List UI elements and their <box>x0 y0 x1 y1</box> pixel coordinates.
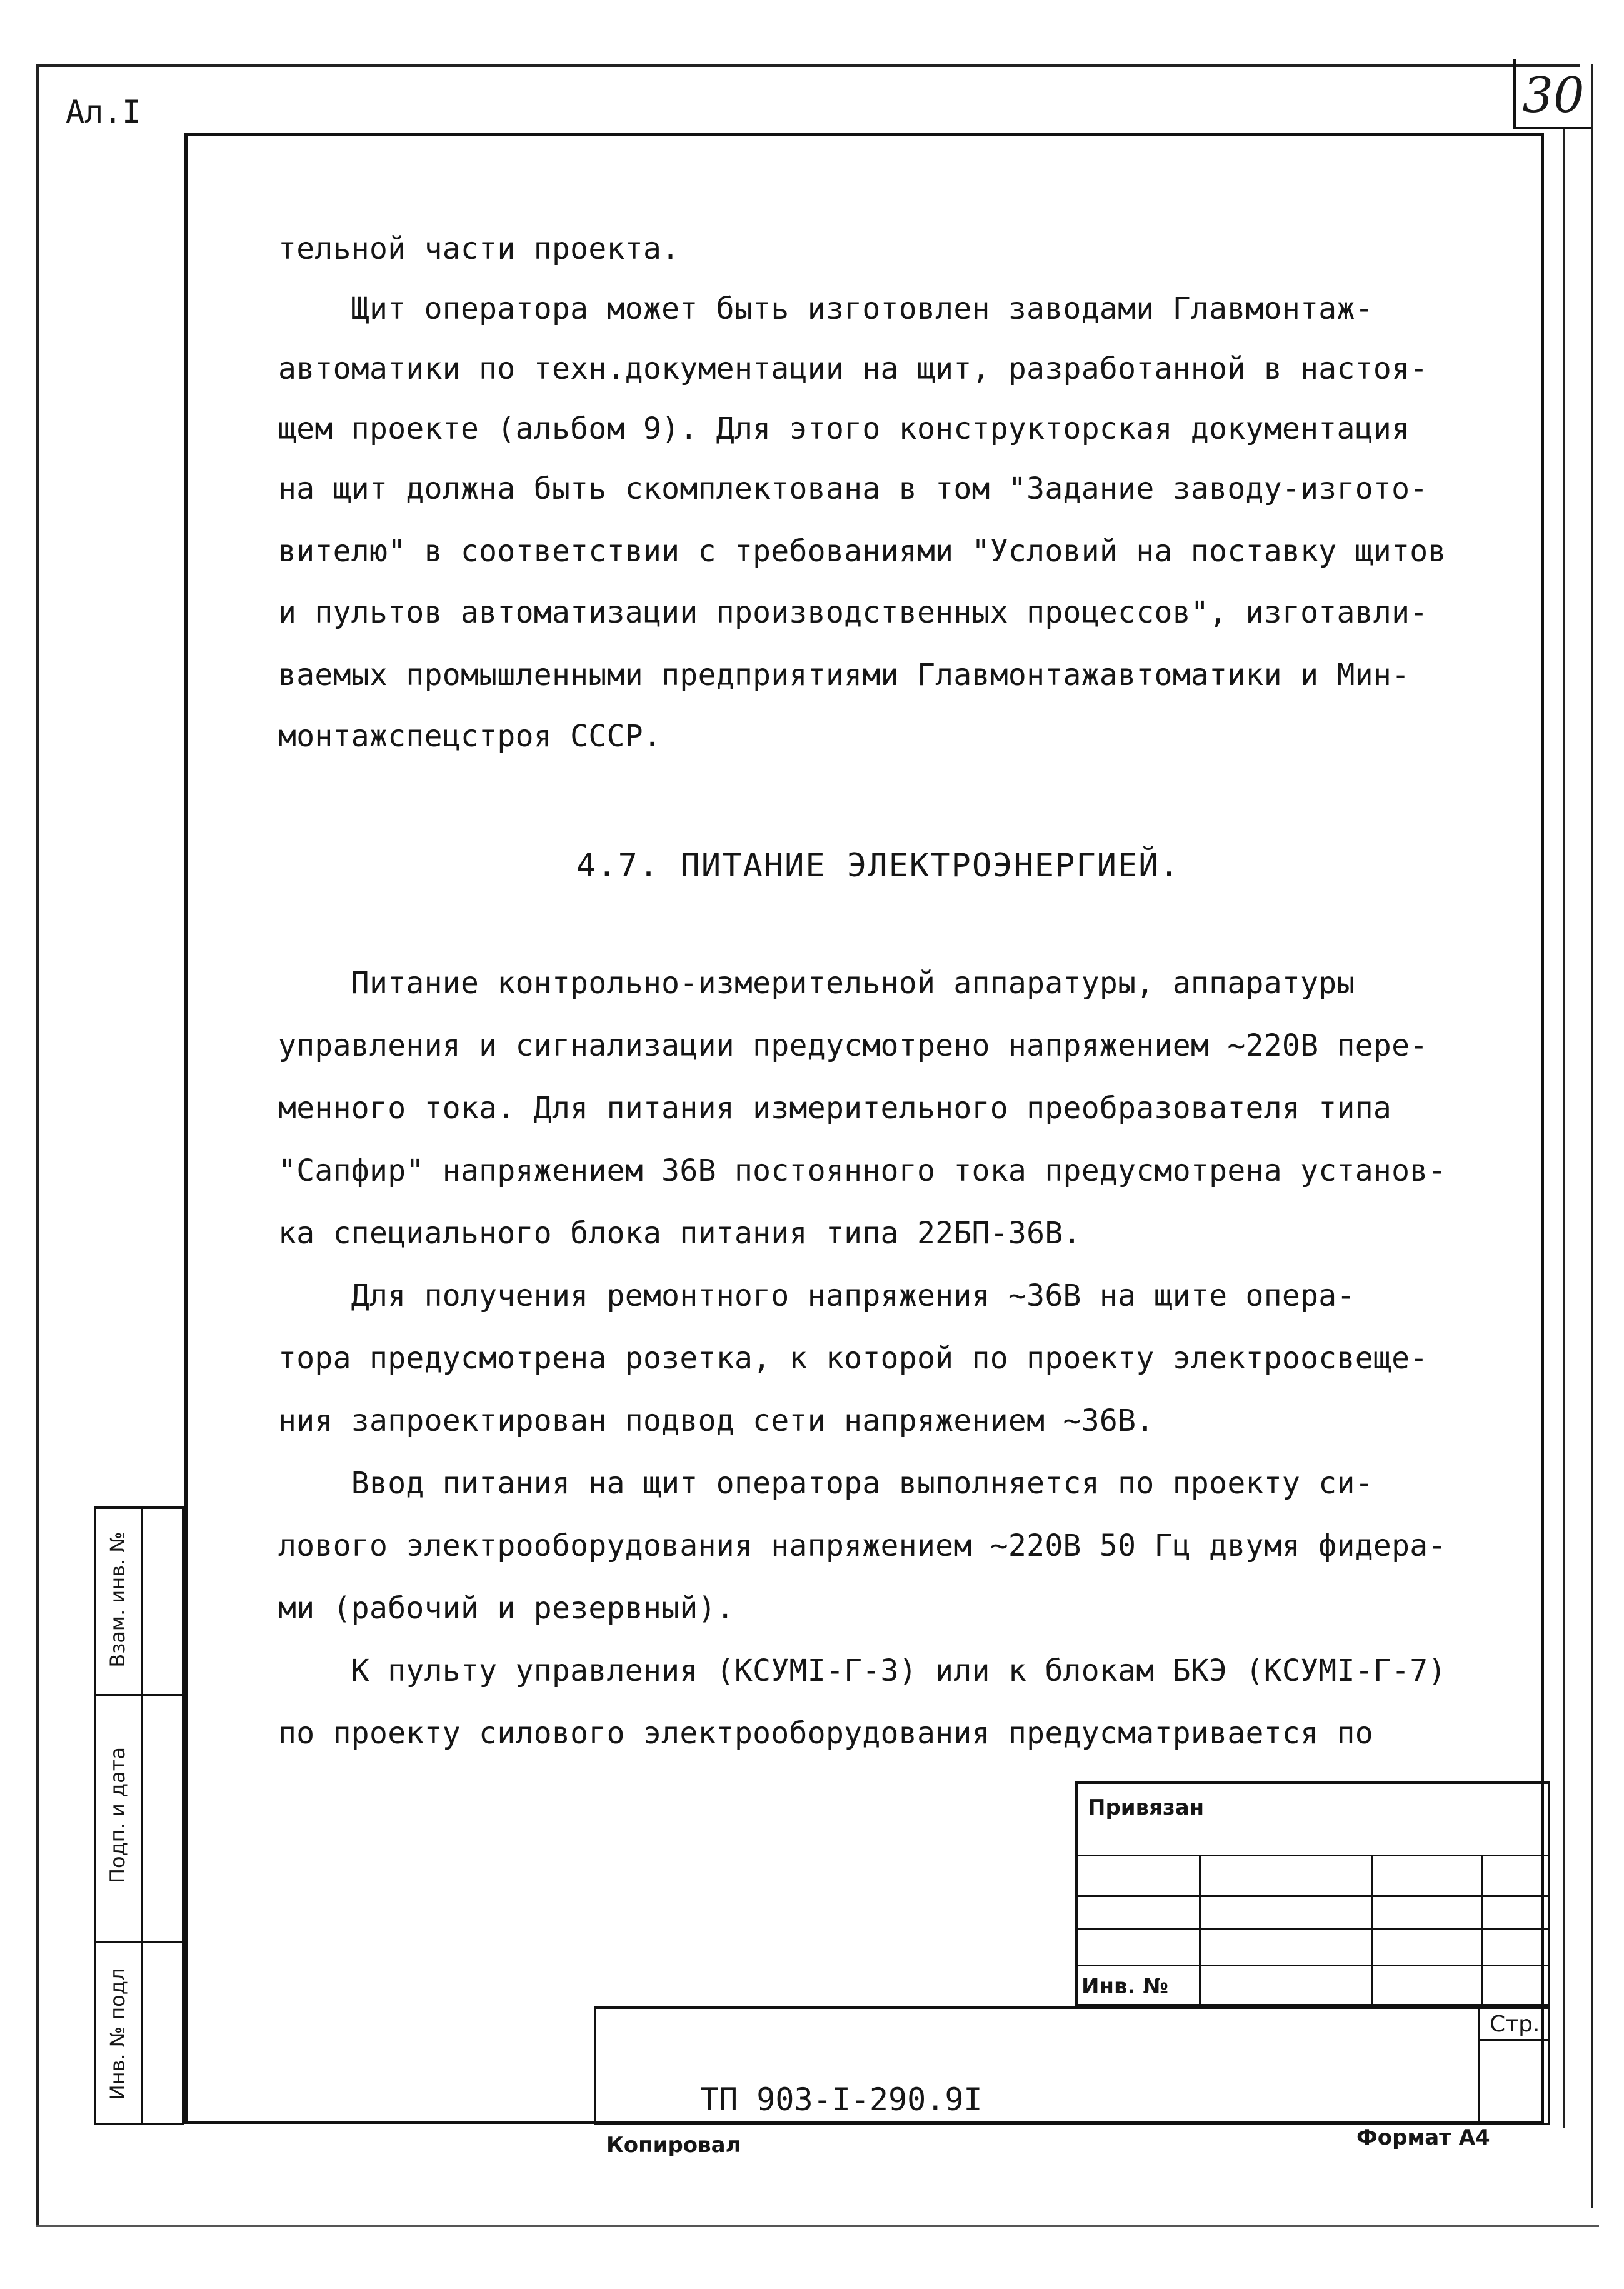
copied-by-label: Копировал <box>606 2133 741 2158</box>
outer-frame-top <box>36 64 1580 67</box>
body-line: К пульту управления (КСУМI-Г-3) или к блокам БКЭ (КСУМI-Г-7) <box>278 1653 1446 1688</box>
attached-table-row <box>1075 1965 1550 1966</box>
body-line: ми (рабочий и резервный). <box>278 1591 734 1626</box>
body-line: Ввод питания на щит оператора выполняется по проекту си- <box>278 1466 1373 1501</box>
body-line: "Сапфир" напряжением 36В постоянного тока предусмотрена установ- <box>278 1153 1446 1188</box>
body-line: вителю" в соответствии с требованиями "Условий на поставку щитов <box>278 534 1446 569</box>
stamp-label-original-inventory: Инв. № подл <box>106 1968 129 2100</box>
stamp-strip-divider <box>141 1506 143 2125</box>
attached-table-col <box>1371 1855 1373 2006</box>
stamp-label-replacement: Взам. инв. № <box>106 1531 129 1668</box>
body-line: ния запроектирован подвод сети напряжением ~36В. <box>278 1403 1155 1438</box>
inner-frame-right-double <box>1563 128 1565 2128</box>
page-number-box-left <box>1513 59 1516 128</box>
inventory-label: Инв. № <box>1081 1974 1169 1999</box>
document-number: ТП 903-I-290.9I <box>700 2081 983 2118</box>
attached-label: Привязан <box>1088 1795 1205 1820</box>
format-label: Формат А4 <box>1356 2125 1490 2150</box>
outer-frame-right <box>1591 64 1593 2208</box>
stamp-label-signature-date: Подп. и дата <box>106 1747 129 1883</box>
outer-frame-bottom <box>36 2225 1599 2227</box>
outer-frame-left <box>36 64 39 2227</box>
body-line: тельной части проекта. <box>278 231 680 266</box>
page-number: 30 <box>1522 68 1585 124</box>
attached-table-row <box>1075 1895 1550 1897</box>
body-line: Щит оператора может быть изготовлен заводами Главмонтаж- <box>278 291 1373 326</box>
body-line: автоматики по техн.документации на щит, разработанной в настоя- <box>278 351 1428 386</box>
body-line: ваемых промышленными предприятиями Главмонтажавтоматики и Мин- <box>278 658 1410 693</box>
main-stamp-sheet-row <box>1478 2039 1550 2041</box>
attached-table-col <box>1481 1855 1483 2006</box>
body-line: монтажспецстроя СССР. <box>278 719 662 754</box>
body-line: щем проекте (альбом 9). Для этого конструкторская документация <box>278 411 1410 446</box>
body-line: ка специального блока питания типа 22БП-36В. <box>278 1216 1081 1251</box>
body-line: управления и сигнализации предусмотрено напряжением ~220В пере- <box>278 1028 1428 1063</box>
body-line: и пультов автоматизации производственных процессов", изготавли- <box>278 595 1428 630</box>
sheet-cell-label: Стр. <box>1490 2011 1540 2037</box>
body-line: лового электрооборудования напряжением ~220В 50 Гц двумя фидера- <box>278 1528 1446 1563</box>
section-heading: 4.7. ПИТАНИЕ ЭЛЕКТРОЭНЕРГИЕЙ. <box>576 847 1180 884</box>
body-line: на щит должна быть скомплектована в том "Задание заводу-изгото- <box>278 471 1428 506</box>
body-line: по проекту силового электрооборудования предусматривается по <box>278 1716 1373 1751</box>
body-line: Для получения ремонтного напряжения ~36В на щите опера- <box>278 1278 1355 1313</box>
attached-table-col <box>1199 1855 1201 2006</box>
stamp-strip-row-divider <box>94 1694 184 1696</box>
attached-table-row <box>1075 1928 1550 1930</box>
body-line: менного тока. Для питания измерительного преобразователя типа <box>278 1091 1392 1126</box>
page-number-box-bottom <box>1513 127 1591 129</box>
sheet-label: Ал.I <box>66 94 141 130</box>
body-line: тора предусмотрена розетка, к которой по проекту электроосвеще- <box>278 1341 1428 1376</box>
body-line: Питание контрольно-измерительной аппаратуры, аппаратуры <box>278 966 1355 1001</box>
main-stamp-sheet-col <box>1478 2006 1480 2125</box>
attached-table-row <box>1075 1855 1550 1856</box>
